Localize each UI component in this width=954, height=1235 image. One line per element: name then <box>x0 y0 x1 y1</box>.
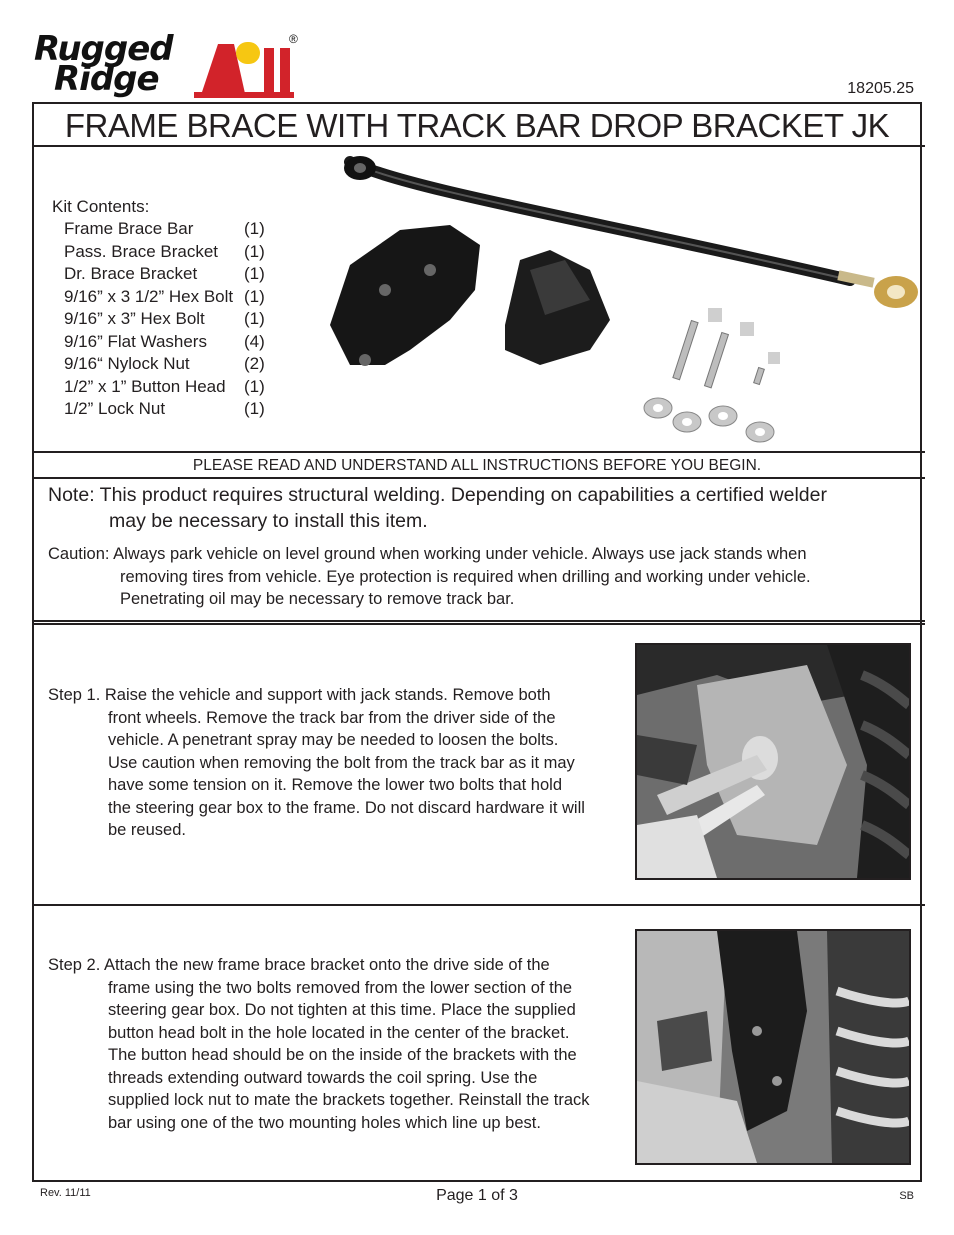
revision-date: Rev. 11/11 <box>40 1187 91 1199</box>
logo-text-line1: Rugged <box>34 29 173 69</box>
list-item: Frame Brace Bar (1) <box>64 219 265 238</box>
divider-caution <box>32 620 925 622</box>
brand-logo <box>34 29 304 102</box>
step-2-text: Step 2. Attach the new frame brace bracket onto the drive side of the frame using the two bolts removed from the lower section of the steering gear box. Do not tighten at this time. Place the supplied button head bolt in the hole located in the center of the bracket. The button head should be on the inside of the brackets with the threads extending outward towards the coil spring. Use the supplied lock nut to mate the brackets together. Reinstall the track bar using one of the two mounting holes which line up best. <box>48 956 590 1132</box>
welding-note: Note: This product requires structural welding. Depending on capabilities a certified welder may be necessary to install this item. <box>48 484 827 532</box>
author-initials: SB <box>899 1190 914 1202</box>
step-1-photo <box>635 643 911 880</box>
list-item: 9/16“ Nylock Nut (2) <box>64 354 265 373</box>
list-item: 9/16” x 3 1/2” Hex Bolt (1) <box>64 286 265 306</box>
caution-text: Caution: Always park vehicle on level ground when working under vehicle. Always use jack stands when removing tires from vehicle. Eye protection is required when drilling and working under vehicle. Penetrating oil may be necessary to remove track bar. <box>48 545 811 608</box>
list-item: Pass. Brace Bracket (1) <box>64 241 265 261</box>
list-item: 1/2” Lock Nut (1) <box>64 399 265 418</box>
kit-heading: Kit Contents: <box>52 197 150 216</box>
divider-caution-double <box>32 623 925 625</box>
kit-product-image <box>290 150 922 448</box>
logo-emblem-icon <box>194 34 294 100</box>
list-item: 9/16” x 3” Hex Bolt (1) <box>64 309 265 328</box>
list-item: 9/16” Flat Washers (4) <box>64 331 265 351</box>
step-2-photo <box>635 929 911 1165</box>
list-item: Dr. Brace Bracket (1) <box>64 264 265 283</box>
kit-list <box>64 218 274 421</box>
logo-text-line2: Ridge <box>54 59 159 99</box>
instructions-notice: PLEASE READ AND UNDERSTAND ALL INSTRUCTIONS BEFORE YOU BEGIN. <box>192 457 762 474</box>
list-item: 1/2” x 1” Button Head (1) <box>64 376 265 396</box>
registered-mark: ® <box>289 32 298 46</box>
part-number: 18205.25 <box>847 80 914 97</box>
page-title: FRAME BRACE WITH TRACK BAR DROP BRACKET JK <box>64 107 890 144</box>
divider-step1 <box>32 904 925 906</box>
divider-notice <box>32 477 925 479</box>
page-number: Page 1 of 3 <box>436 1187 518 1204</box>
step-1-text: Step 1. Raise the vehicle and support with jack stands. Remove both front wheels. Remove the track bar from the driver side of the vehicle. A penetrant spray may be needed to loosen the bolts. Use caution when removing the bolt from the track bar as it may have some tension on it. Remove the lower two bolts that hold the steering gear box to the frame. Do not discard hardware it will be reused. <box>48 686 585 839</box>
